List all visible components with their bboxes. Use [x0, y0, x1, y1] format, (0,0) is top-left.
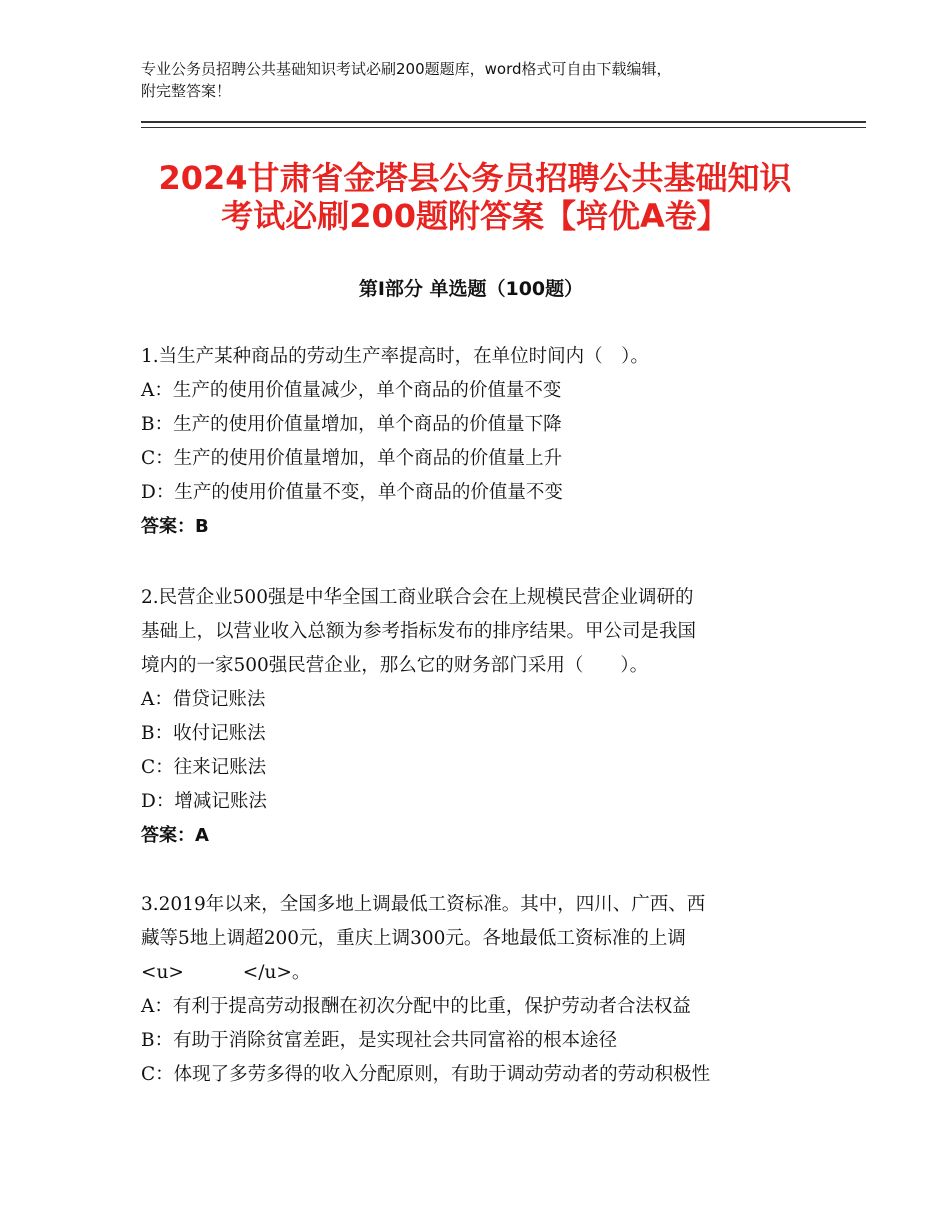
question-1-option-d: D：生产的使用价值量不变，单个商品的价值量不变 [141, 482, 563, 503]
question-3-stem-line-3: <u> </u>。 [141, 962, 311, 983]
question-2-option-c: C：往来记账法 [141, 757, 267, 778]
header-note-line-1: 专业公务员招聘公共基础知识考试必刷200题题库，word格式可自由下载编辑， [141, 60, 672, 78]
header-rule-thin [141, 127, 866, 128]
document-title-line-2: 考试必刷200题附答案【培优A卷】 [221, 197, 729, 235]
question-3-stem-line-1: 3.2019年以来，全国多地上调最低工资标准。其中，四川、广西、西 [141, 894, 706, 915]
section-heading: 第Ⅰ部分 单选题（100题） [358, 278, 584, 300]
question-1-option-a: A：生产的使用价值量减少，单个商品的价值量不变 [141, 380, 562, 401]
question-2-answer: 答案：A [141, 825, 209, 846]
question-2 [141, 581, 811, 853]
question-1-answer: 答案：B [141, 516, 209, 537]
question-3-option-a: A：有利于提高劳动报酬在初次分配中的比重，保护劳动者合法权益 [141, 996, 691, 1017]
header-note-line-2: 附完整答案！ [141, 82, 232, 100]
question-1-stem: 1.当生产某种商品的劳动生产率提高时，在单位时间内（ ）。 [141, 346, 649, 367]
question-3-stem-line-2: 藏等5地上调超200元，重庆上调300元。各地最低工资标准的上调 [141, 928, 686, 949]
question-2-stem-line-3: 境内的一家500强民营企业，那么它的财务部门采用（ ）。 [141, 655, 649, 676]
question-2-option-b: B：收付记账法 [141, 723, 266, 744]
question-2-stem-line-2: 基础上，以营业收入总额为参考指标发布的排序结果。甲公司是我国 [141, 621, 697, 642]
question-1-option-b: B：生产的使用价值量增加，单个商品的价值量下降 [141, 414, 562, 435]
header-note [141, 58, 841, 102]
question-2-stem-line-1: 2.民营企业500强是中华全国工商业联合会在上规模民营企业调研的 [141, 587, 694, 608]
question-3 [141, 888, 811, 1092]
question-3-option-b: B：有助于消除贫富差距，是实现社会共同富裕的根本途径 [141, 1030, 618, 1051]
header-rule-thick [141, 121, 866, 123]
question-2-option-a: A：借贷记账法 [141, 689, 266, 710]
question-2-option-d: D：增减记账法 [141, 791, 267, 812]
question-3-option-c: C：体现了多劳多得的收入分配原则，有助于调动劳动者的劳动积极性 [141, 1064, 711, 1085]
question-1 [141, 340, 811, 544]
question-1-option-c: C：生产的使用价值量增加，单个商品的价值量上升 [141, 448, 563, 469]
document-title-line-1: 2024甘肃省金塔县公务员招聘公共基础知识 [158, 159, 792, 197]
